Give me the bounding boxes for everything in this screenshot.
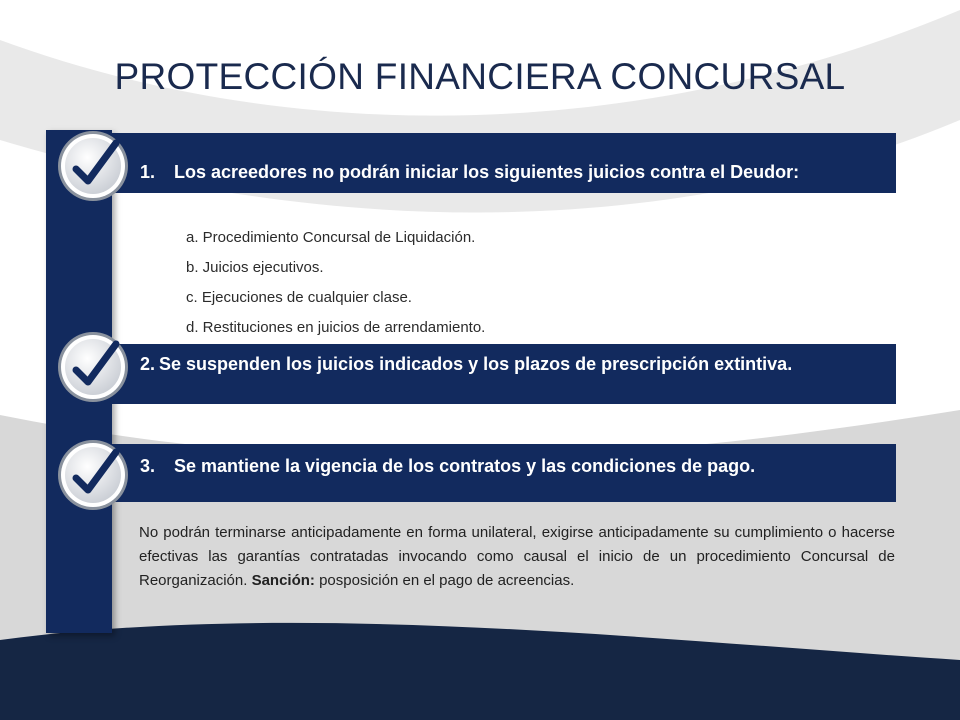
item-2-number: 2. [140,354,156,374]
list-item: b. Juicios ejecutivos. [186,259,324,276]
list-item: d. Restituciones en juicios de arrendamiento. [186,319,486,336]
paragraph-text-end: posposición en el pago de acreencias. [319,572,575,589]
checkmark-icon [56,330,130,404]
item-1-number: 1. [140,162,156,182]
item-2-text: Se suspenden los juicios indicados y los plazos de prescripción extintiva. [159,354,793,374]
item-2-heading [112,344,896,404]
item-1-sublist [186,228,485,348]
list-item: c. Ejecuciones de cualquier clase. [186,289,412,306]
page-title: PROTECCIÓN FINANCIERA CONCURSAL [114,56,846,97]
item-3-text: Se mantiene la vigencia de los contratos y las condiciones de pago. [174,456,756,476]
item-1-heading [112,133,896,193]
checkmark-icon [56,438,130,512]
sanction-label: Sanción: [251,572,315,589]
item-3-number: 3. [140,456,156,476]
item-1-text: Los acreedores no podrán iniciar los siguientes juicios contra el Deudor: [174,162,800,182]
item-3-paragraph [139,521,895,593]
checkmark-icon [56,129,130,203]
item-3-heading [112,444,896,502]
list-item: a. Procedimiento Concursal de Liquidación. [186,229,476,246]
paragraph-text: No podrán terminarse anticipadamente en forma unilateral, exigirse anticipadamente su cumplimiento o hacerse efectivas las garantías contratadas invocando como causal el inicio de un procedimiento Concursal de Reorganización. [139,524,895,589]
